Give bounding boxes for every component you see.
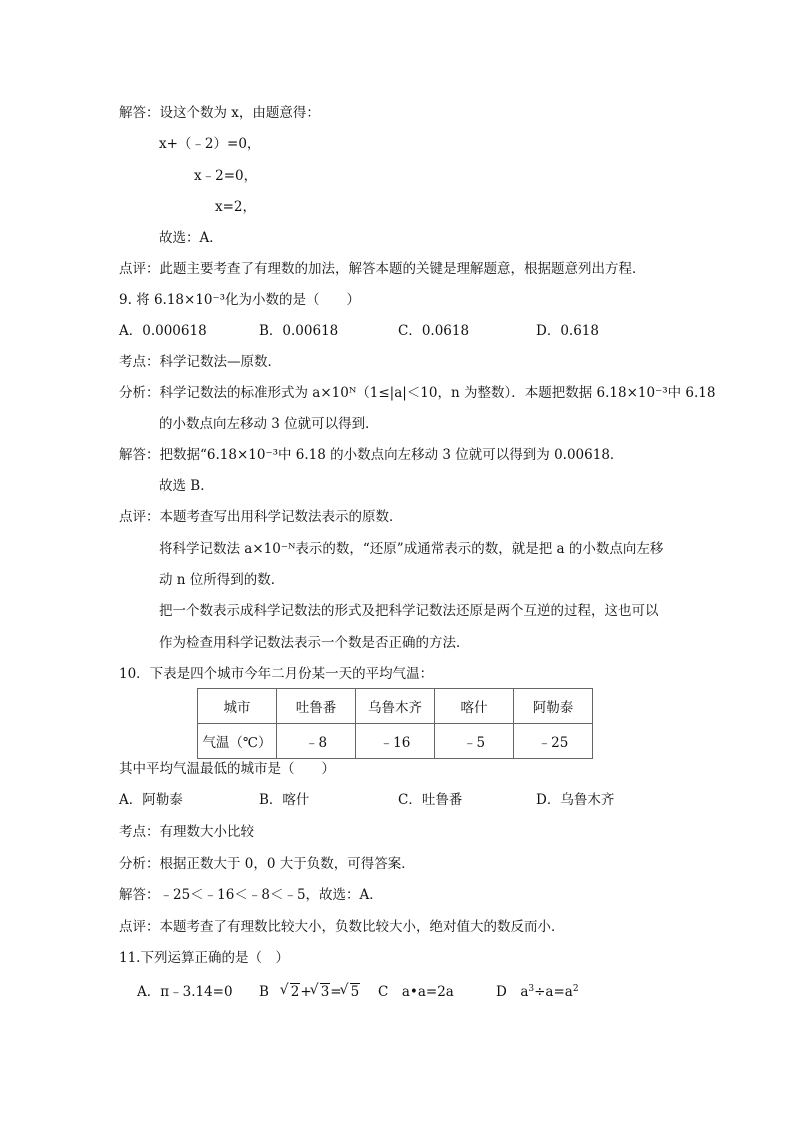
analysis-text: 科学记数法的标准形式为 a×10ᴺ（1≤|a|＜10，n 为整数）．本题把数据 6.18×10⁻³中 6.18 bbox=[159, 385, 716, 401]
table-cell: 喀什 bbox=[435, 689, 514, 724]
sqrt-3: √ 3 bbox=[312, 983, 331, 1001]
q11-option-d: D $a^3\div a=a^2$ bbox=[496, 984, 579, 1000]
answer-label: 解答： bbox=[119, 105, 160, 121]
q9-option-a: A．0.000618 bbox=[119, 323, 207, 339]
table-header-row bbox=[198, 689, 593, 724]
comment-text: 本题考查了有理数比较大小，负数比较大小，绝对值大的数反而小． bbox=[159, 919, 565, 935]
q8-comment bbox=[119, 260, 646, 278]
kaodian-text: 有理数大小比较 bbox=[159, 824, 254, 840]
q11-option-c: C a•a=2a bbox=[378, 984, 454, 1000]
comment-label: 点评： bbox=[119, 261, 160, 277]
answer-text: 把数据“6.18×10⁻³中 6.18 的小数点向左移动 3 位就可以得到为 0.00618． bbox=[159, 447, 624, 463]
q11-question: 11.下列运算正确的是（ ） bbox=[119, 950, 289, 966]
q9-choice: 故选 B． bbox=[159, 478, 214, 494]
q10-option-d: D．乌鲁木齐 bbox=[536, 792, 615, 808]
q9-comment-4: 把一个数表示成科学记数法的形式及把科学记数法还原是两个互逆的过程，这也可以 bbox=[159, 603, 659, 619]
table-cell: 吐鲁番 bbox=[277, 689, 356, 724]
q8-eq2: x﹣2=0， bbox=[194, 168, 258, 184]
q9-analysis-cont: 的小数点向左移动 3 位就可以得到． bbox=[159, 416, 379, 432]
q8-answer bbox=[119, 104, 320, 122]
answer-text: 设这个数为 x，由题意得： bbox=[159, 105, 320, 121]
comment-text: 此题主要考查了有理数的加法，解答本题的关键是理解题意，根据题意列出方程． bbox=[159, 261, 646, 277]
table-cell: 阿勒泰 bbox=[514, 689, 593, 724]
table-cell: 乌鲁木齐 bbox=[356, 689, 435, 724]
answer-label: 解答： bbox=[119, 447, 160, 463]
analysis-label: 分析： bbox=[119, 856, 160, 872]
q11-option-b: B √ 2+√ 3=√ 5 bbox=[259, 983, 360, 1001]
sqrt-5: √ 5 bbox=[342, 983, 361, 1001]
q9-option-c: C．0.0618 bbox=[398, 323, 470, 339]
analysis-label: 分析： bbox=[119, 385, 160, 401]
table-row bbox=[198, 724, 593, 759]
comment-text: 本题考查写出用科学记数法表示的原数． bbox=[159, 509, 403, 525]
q10-option-c: C．吐鲁番 bbox=[398, 792, 463, 808]
q10-option-a: A．阿勒泰 bbox=[119, 792, 183, 808]
kaodian-label: 考点： bbox=[119, 354, 160, 370]
q9-option-b: B．0.00618 bbox=[259, 323, 339, 339]
q8-eq3: x=2， bbox=[215, 199, 257, 215]
option-label: B bbox=[259, 984, 269, 1000]
answer-label: 解答： bbox=[119, 887, 160, 903]
q10-ask: 其中平均气温最低的城市是（ ） bbox=[119, 761, 335, 777]
q9-comment-2: 将科学记数法 a×10⁻ᴺ表示的数，“还原”成通常表示的数，就是把 a 的小数点向左移 bbox=[159, 541, 664, 557]
q8-eq1: x+（﹣2）=0， bbox=[159, 136, 261, 152]
table-cell: ﹣8 bbox=[277, 724, 356, 759]
q9-comment-5: 作为检查用科学记数法表示一个数是否正确的方法． bbox=[159, 635, 470, 651]
q9-comment-3: 动 n 位所得到的数． bbox=[159, 572, 285, 588]
q10-kaodian bbox=[119, 823, 254, 841]
answer-text: ﹣25＜﹣16＜﹣8＜﹣5，故选：A． bbox=[159, 887, 383, 903]
table-cell: ﹣5 bbox=[435, 724, 514, 759]
comment-label: 点评： bbox=[119, 919, 160, 935]
q10-answer bbox=[119, 886, 383, 904]
table-cell: ﹣16 bbox=[356, 724, 435, 759]
q9-option-d: D．0.618 bbox=[536, 323, 599, 339]
q9-analysis bbox=[119, 384, 715, 402]
kaodian-text: 科学记数法—原数． bbox=[159, 354, 281, 370]
table-cell: 城市 bbox=[198, 689, 277, 724]
comment-label: 点评： bbox=[119, 509, 160, 525]
q9-kaodian bbox=[119, 353, 281, 371]
q8-choice: 故选：A． bbox=[159, 230, 223, 246]
sqrt-2: √ 2 bbox=[282, 983, 301, 1001]
q10-question: 10．下表是四个城市今年二月份某一天的平均气温： bbox=[119, 666, 434, 682]
kaodian-label: 考点： bbox=[119, 824, 160, 840]
table-cell: 气温（℃） bbox=[198, 724, 277, 759]
analysis-text: 根据正数大于 0，0 大于负数，可得答案． bbox=[159, 856, 415, 872]
q11-option-a: A．π﹣3.14=0 bbox=[137, 984, 233, 1000]
q9-comment bbox=[119, 508, 403, 526]
q10-option-b: B．喀什 bbox=[259, 792, 310, 808]
q10-analysis bbox=[119, 855, 415, 873]
table-cell: ﹣25 bbox=[514, 724, 593, 759]
q9-answer bbox=[119, 446, 623, 464]
q9-question: 9. 将 6.18×10⁻³化为小数的是（ ） bbox=[119, 292, 361, 308]
q10-comment bbox=[119, 918, 565, 936]
temperature-table bbox=[197, 688, 593, 759]
